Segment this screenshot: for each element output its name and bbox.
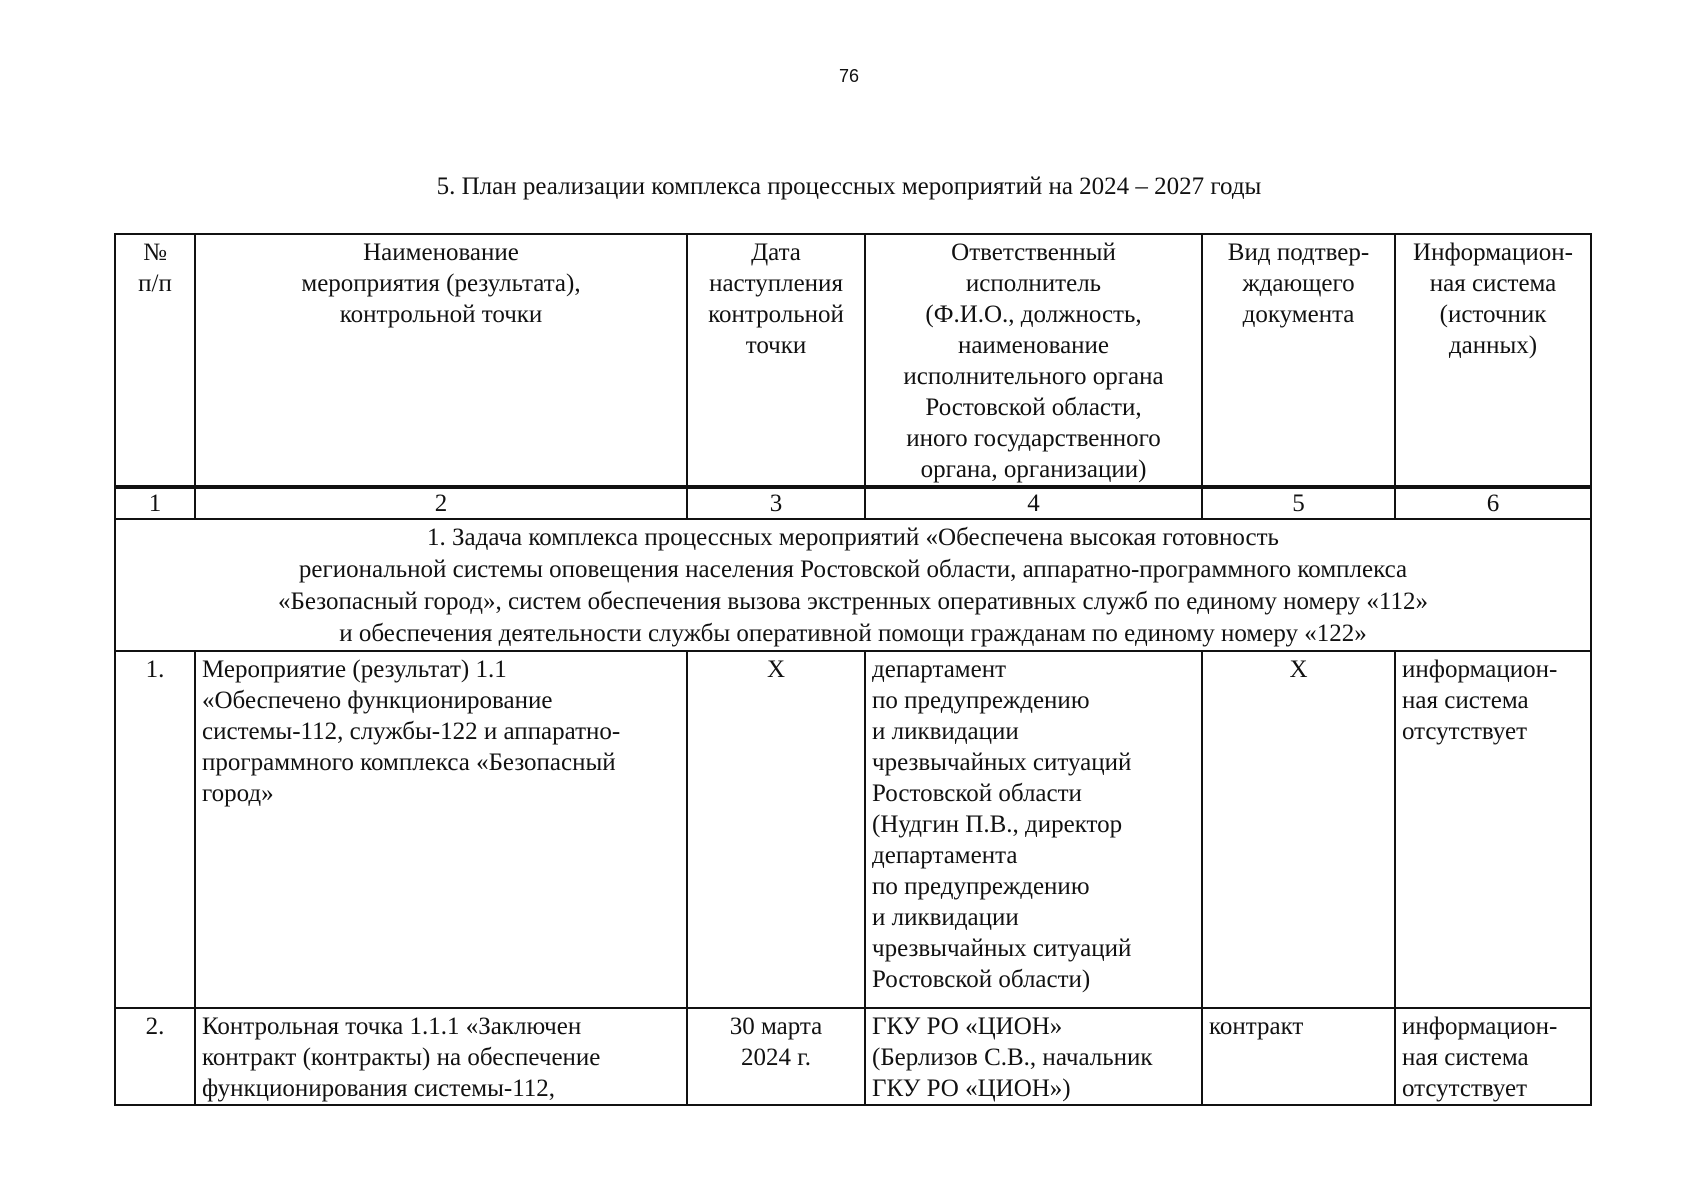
column-number: 4 bbox=[865, 487, 1202, 519]
row-info-system: информацион- ная система отсутствует bbox=[1395, 1008, 1591, 1105]
document-title: 5. План реализации комплекса процессных мероприятий на 2024 – 2027 годы bbox=[436, 173, 1262, 200]
column-number: 5 bbox=[1202, 487, 1395, 519]
row-name: Мероприятие (результат) 1.1 «Обеспечено функционирование системы-112, службы-122 и аппаратно- программного комплекса «Безопасный город» bbox=[195, 651, 687, 1008]
row-document: контракт bbox=[1202, 1008, 1395, 1105]
row-responsible: ГКУ РО «ЦИОН» (Берлизов С.В., начальник ГКУ РО «ЦИОН») bbox=[865, 1008, 1202, 1105]
header-cell-responsible: Ответственный исполнитель (Ф.И.О., должность, наименование исполнительного органа Ростовской области, иного государственного органа, организации) bbox=[865, 234, 1202, 487]
column-number-row bbox=[115, 487, 1591, 519]
row-number: 1. bbox=[115, 651, 195, 1008]
task-heading-row bbox=[115, 519, 1591, 651]
column-number: 2 bbox=[195, 487, 687, 519]
column-number: 6 bbox=[1395, 487, 1591, 519]
header-cell-date: Дата наступления контрольной точки bbox=[687, 234, 865, 487]
header-cell-document: Вид подтвер- ждающего документа bbox=[1202, 234, 1395, 487]
plan-table bbox=[114, 233, 1592, 1106]
row-document: Х bbox=[1202, 651, 1395, 1008]
table-header-row bbox=[115, 234, 1591, 487]
row-date: 30 марта 2024 г. bbox=[687, 1008, 865, 1105]
header-cell-info-system: Информацион- ная система (источник данных) bbox=[1395, 234, 1591, 487]
row-responsible: департамент по предупреждению и ликвидации чрезвычайных ситуаций Ростовской области (Нудгин П.В., директор департамента по предупреждению и ликвидации чрезвычайных ситуаций Ростовской области) bbox=[865, 651, 1202, 1008]
page-number: 76 bbox=[838, 66, 860, 86]
row-number: 2. bbox=[115, 1008, 195, 1105]
table-row bbox=[115, 651, 1591, 1008]
row-info-system: информацион- ная система отсутствует bbox=[1395, 651, 1591, 1008]
column-number: 3 bbox=[687, 487, 865, 519]
table-row bbox=[115, 1008, 1591, 1105]
row-name: Контрольная точка 1.1.1 «Заключен контракт (контракты) на обеспечение функционирования системы-112, bbox=[195, 1008, 687, 1105]
task-heading: 1. Задача комплекса процессных мероприятий «Обеспечена высокая готовность региональной системы оповещения населения Ростовской области, аппаратно-программного комплекса «Безопасный город», систем обеспечения вызова экстренных оперативных служб по единому номеру «112» и обеспечения деятельности службы оперативной помощи гражданам по единому номеру «122» bbox=[115, 519, 1591, 651]
column-number: 1 bbox=[115, 487, 195, 519]
header-cell-name: Наименование мероприятия (результата), контрольной точки bbox=[195, 234, 687, 487]
row-date: Х bbox=[687, 651, 865, 1008]
header-cell-number: № п/п bbox=[115, 234, 195, 487]
